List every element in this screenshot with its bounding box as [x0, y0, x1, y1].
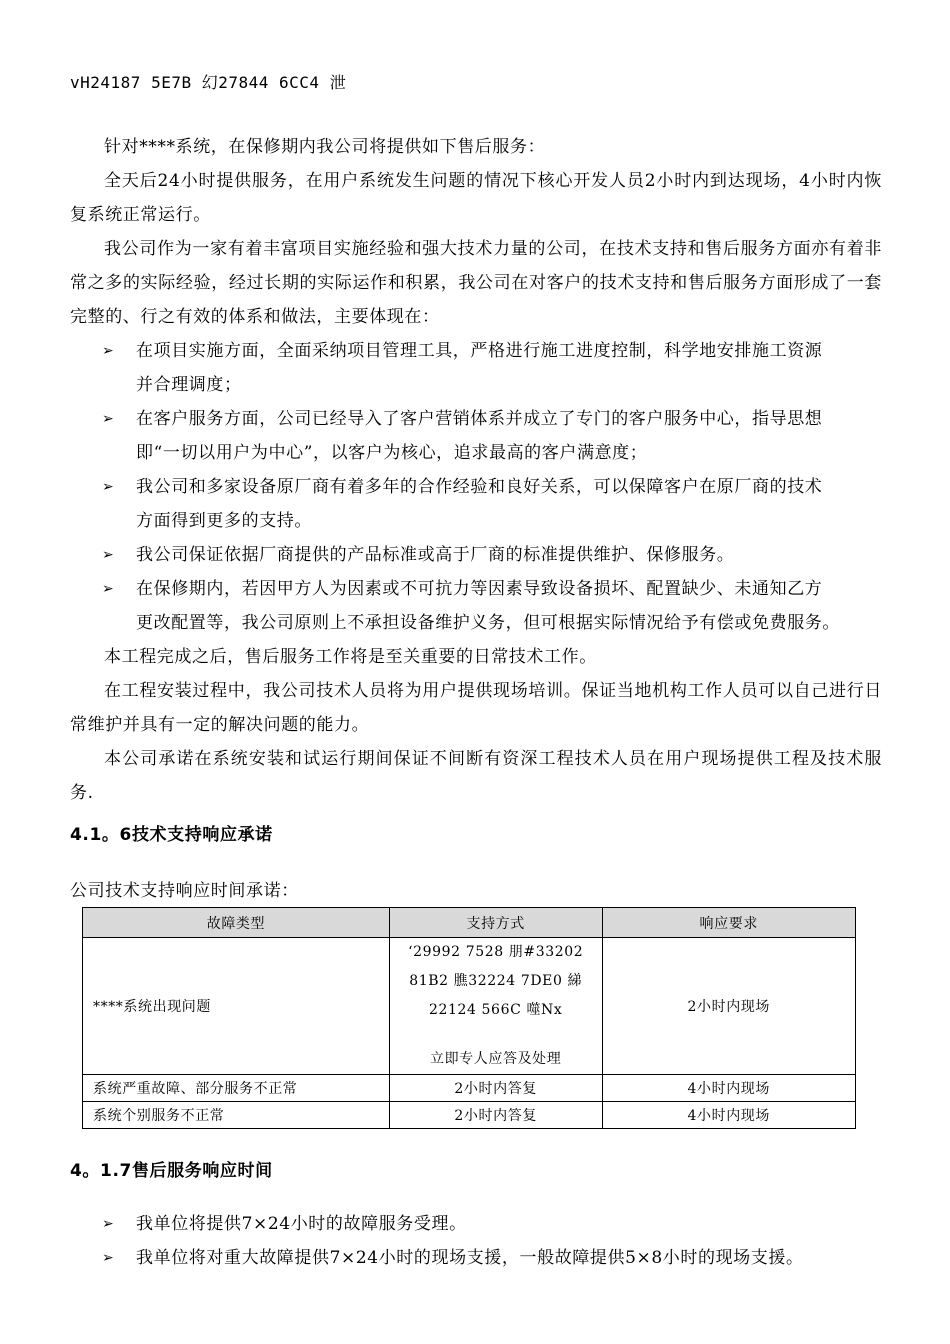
intro-paragraph-1: 针对****系统，在保修期内我公司将提供如下售后服务：	[104, 137, 546, 157]
bullet-item	[70, 572, 882, 640]
bullet-item	[70, 1241, 882, 1275]
bullet-text-continued: 方面得到更多的支持。	[136, 511, 312, 531]
cell-fault-type: ****系统出现问题	[83, 938, 390, 1075]
bullet-text: 我公司保证依据厂商提供的产品标准或高于厂商的标准提供维护、保修服务。	[136, 545, 735, 565]
header-fault-type: 故障类型	[83, 908, 390, 938]
bullet-text: 我单位将提供7×24小时的故障服务受理。	[136, 1214, 467, 1234]
cell-support-method: 2小时内答复	[389, 1075, 602, 1102]
table-caption: 公司技术支持响应时间承诺：	[70, 881, 299, 901]
intro-paragraph-3: 我公司作为一家有着丰富项目实施经验和强大技术力量的公司，在技术支持和售后服务方面亦有着非常之多的实际经验，经过长期的实际运作和积累，我公司在对客户的技术支持和售后服务方面形成了一套完整的、行之有效的体系和做法，主要体现在：	[70, 239, 882, 327]
cell-response-requirement: 4小时内现场	[602, 1102, 855, 1129]
bullet-item	[70, 1207, 882, 1241]
method-line: ‘29992 7528 朋#33202	[408, 944, 584, 960]
cell-fault-type: 系统个别服务不正常	[83, 1102, 390, 1129]
after-paragraph-1: 本工程完成之后，售后服务工作将是至关重要的日常技术工作。	[104, 647, 597, 667]
method-spacer	[394, 1025, 598, 1045]
bullet-item	[70, 334, 882, 402]
section-heading-4-1-7: 4。1.7售后服务响应时间	[70, 1161, 273, 1181]
bullet-item	[70, 470, 882, 538]
arrow-bullet-icon: ➢	[102, 411, 115, 427]
intro-section	[70, 130, 882, 810]
header-support-method: 支持方式	[389, 908, 602, 938]
bullet-text: 在保修期内，若因甲方人为因素或不可抗力等因素导致设备损坏、配置缺少、未通知乙方	[136, 579, 823, 599]
after-paragraph-3: 本公司承诺在系统安装和试运行期间保证不间断有资深工程技术人员在用户现场提供工程及技术服务.	[70, 749, 882, 803]
bullet-text-continued: 更改配置等，我公司原则上不承担设备维护义务，但可根据实际情况给予有偿或免费服务。	[136, 613, 840, 633]
bullet-item	[70, 402, 882, 470]
bullet-text: 在项目实施方面，全面采纳项目管理工具，严格进行施工进度控制，科学地安排施工资源	[136, 341, 823, 361]
method-line: 立即专人应答及处理	[429, 1051, 562, 1067]
cell-response-requirement: 4小时内现场	[602, 1075, 855, 1102]
bullet-item	[70, 538, 882, 572]
table-row	[83, 1102, 856, 1129]
arrow-bullet-icon: ➢	[102, 343, 115, 359]
bullet-text-continued: 并合理调度；	[136, 375, 242, 395]
response-table	[82, 907, 856, 1129]
table-row	[83, 1075, 856, 1102]
table-row	[83, 938, 856, 1075]
header-response-requirement: 响应要求	[602, 908, 855, 938]
arrow-bullet-icon: ➢	[102, 547, 115, 563]
bullet-text: 我单位将对重大故障提供7×24小时的现场支援，一般故障提供5×8小时的现场支援。	[136, 1248, 804, 1268]
intro-paragraph-2: 全天后24小时提供服务，在用户系统发生问题的情况下核心开发人员2小时内到达现场，4小时内恢复系统正常运行。	[70, 171, 882, 225]
section-4-1-7-bullets	[70, 1207, 882, 1275]
section-heading-4-1-6: 4.1。6技术支持响应承诺	[70, 825, 273, 845]
table-header-row	[83, 908, 856, 938]
bullet-text: 我公司和多家设备原厂商有着多年的合作经验和良好关系，可以保障客户在原厂商的技术	[136, 477, 823, 497]
arrow-bullet-icon: ➢	[102, 479, 115, 495]
header-code: vH24187 5E7B 幻27844 6CC4 泄	[70, 73, 347, 92]
cell-support-method	[389, 938, 602, 1075]
bullet-text-continued: 即“一切以用户为中心”，以客户为核心，追求最高的客户满意度；	[136, 443, 648, 463]
arrow-bullet-icon: ➢	[102, 581, 115, 597]
cell-response-requirement: 2小时内现场	[602, 938, 855, 1075]
cell-support-method: 2小时内答复	[389, 1102, 602, 1129]
cell-fault-type: 系统严重故障、部分服务不正常	[83, 1075, 390, 1102]
after-paragraph-2: 在工程安装过程中，我公司技术人员将为用户提供现场培训。保证当地机构工作人员可以自己进行日常维护并具有一定的解决问题的能力。	[70, 681, 882, 735]
arrow-bullet-icon: ➢	[102, 1250, 115, 1266]
arrow-bullet-icon: ➢	[102, 1216, 115, 1232]
bullet-text: 在客户服务方面，公司已经导入了客户营销体系并成立了专门的客户服务中心，指导思想	[136, 409, 823, 429]
method-line: 22124 566C 噬Nx	[428, 1002, 563, 1018]
method-line: 81B2 膲32224 7DE0 綈	[409, 973, 583, 989]
